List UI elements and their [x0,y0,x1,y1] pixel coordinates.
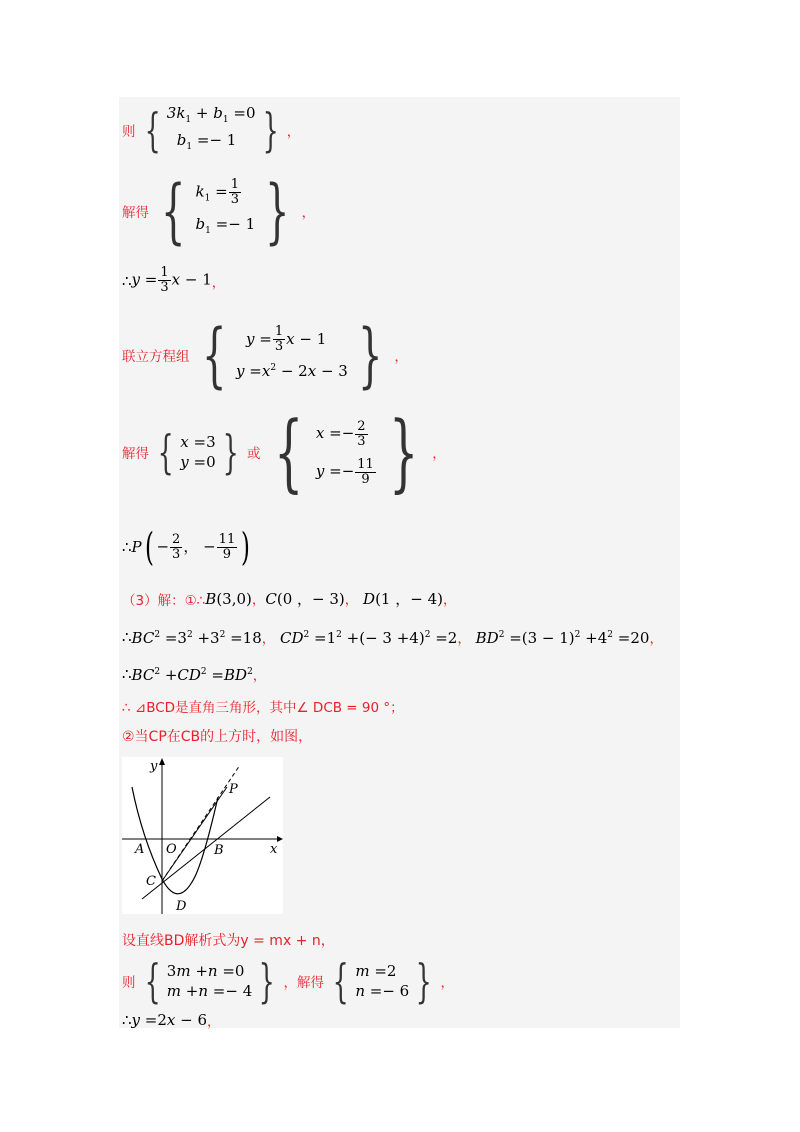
label-b: B [214,843,224,858]
equation-system: { $k_1$ = $\frac{1}{3}$ $b_1 =- 1$ { [161,170,290,252]
text-then: 则 [122,124,136,140]
line-part3-points: （3）解：①∴ B(3,0)，C(0 ，− 3)， D(1 ，− 4)， [122,590,457,609]
line-y-equation: ∴ y = $\frac{1}{3}$ x − 1 ， [122,265,226,295]
line-right-triangle: ∴ ⊿BCD是直角三角形，其中∠ DCB = 90 °； [122,700,404,716]
line-case-cp-above: ②当CP在CB的上方时，如图， [122,729,313,745]
line-set-bd: 设直线BD解析式为y = mx + n， [122,933,335,949]
text-or: 或 [246,446,261,462]
label-p: P [229,782,238,797]
line-point-p: ∴ P ( − $\frac{2}{3}$ ， − $\frac{11}{9}$ ) [122,525,251,569]
line-combine-system: 联立方程组 { y = $\frac{1}{3}$ x − 1 $y =x^2 - 2x - 3$ { ， [122,314,408,396]
line-y-2x-6: ∴ y =2x − 6 ， [122,1011,221,1030]
line-bd-system: 则 { 3m +n =0 m +n =− 4 { ，解得 { m =2 n =− 6 { ， [122,954,454,1008]
line-then-system: 则 { $3k_1 + b_1 =0$ $b_1 =- 1$ { ， [122,103,301,157]
line-distances: ∴ $BC^2 =3^2 +3^2 =18$， $CD^2 =1^2$ +(− 3 +4)$^2$ =2， $BD^2 =(3 - 1)^2 +4^2 =20$， [122,628,663,647]
line-solution-intersection: 解得 { x =3 y =0 { 或 { x =− $\frac{2}{3}$ y =− $\frac{11}{9}$ { ， [122,403,446,501]
label-d: D [176,899,187,914]
label-axis-x: x [270,842,278,857]
text-solve: 解得 [122,205,149,221]
equation-system: { y = $\frac{1}{3}$ x − 1 $y =x^2 - 2x - 3$ { [201,314,383,396]
text-combine: 联立方程组 [122,349,190,365]
parabola-figure [122,757,283,914]
label-c: C [146,874,156,889]
label-a: A [135,842,145,857]
label-o: O [166,842,177,857]
equation-system: { $3k_1 + b_1 =0$ $b_1 =- 1$ { [144,103,279,157]
line-pythagoras: ∴ $BC^2 +CD^2 =BD^2$， [122,665,267,684]
text-solve-2: 解得 [122,446,149,462]
label-axis-y: y [150,759,158,774]
line-solution-k1-b1: 解得 { $k_1$ = $\frac{1}{3}$ $b_1 =- 1$ { ， [122,170,316,252]
